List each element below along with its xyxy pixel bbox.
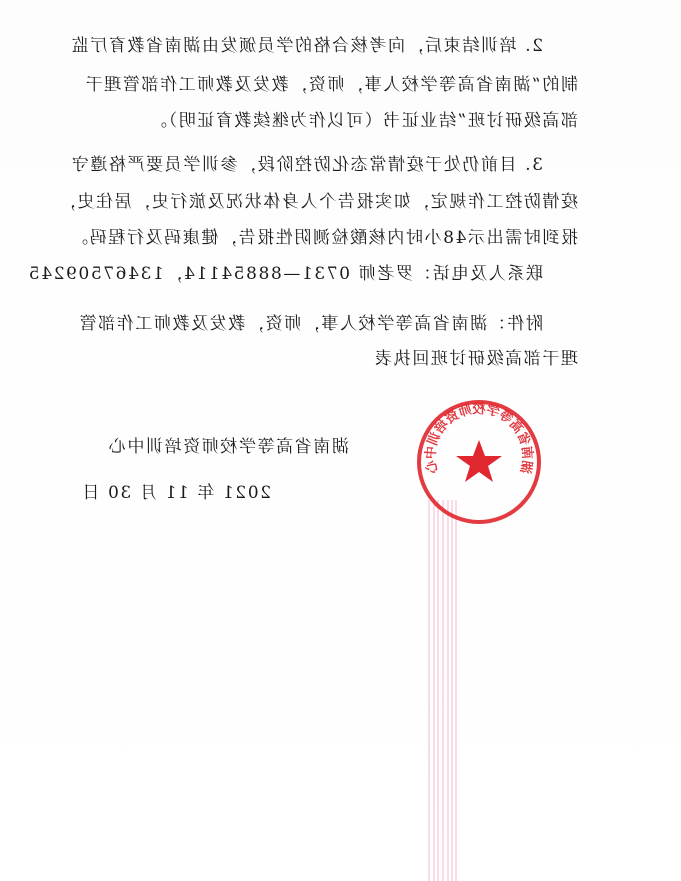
attachment-line-2: 理干部高级研讨班回执表 — [373, 349, 578, 369]
paragraph-3-line-2: 疫情防控工作规定，如实报告个人身体状况及旅行史，居住史， — [57, 192, 578, 212]
contact-line: 联系人及电话：罗老师 0731—88854114，13467509245 — [27, 264, 543, 284]
official-seal — [415, 398, 543, 526]
paragraph-2-line-3: 部高级研讨班”结业证书（可以作为继续教育证明）。 — [148, 111, 578, 131]
scan-streaks — [419, 500, 459, 881]
paragraph-2-line-2: 制的“湖南省高等学校人事，师资，教发及教师工作部管理干 — [84, 75, 578, 95]
attachment-line-1: 附件：湖南省高等学校人事，师资，教发及教师工作部管 — [78, 314, 543, 334]
issue-date: 2021 年 11 月 30 日 — [80, 483, 271, 503]
svg-text:湖南省高等学校师资培训中心: 湖南省高等学校师资培训中心 — [423, 401, 535, 475]
paragraph-2-line-1: 2. 培训结束后，向考核合格的学员颁发由湖南省教育厅监 — [70, 36, 543, 56]
issuing-organization: 湖南省高等学校师资培训中心 — [107, 437, 349, 457]
paragraph-3-line-1: 3. 目前仍处于疫情常态化防控阶段，参训学员要严格遵守 — [70, 155, 543, 175]
seal-star-icon — [456, 440, 502, 482]
paragraph-3-line-3: 报到时需出示48小时内核酸检测阴性报告，健康码及行程码。 — [69, 228, 578, 248]
